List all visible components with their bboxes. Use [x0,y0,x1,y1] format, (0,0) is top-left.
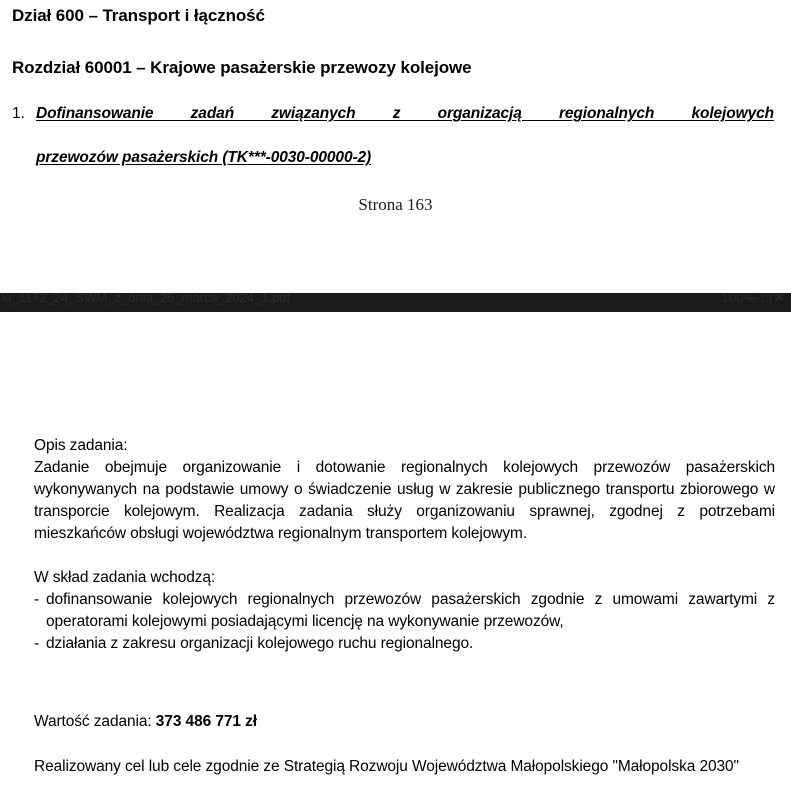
window-titlebar-band [0,293,791,312]
composition-list [34,589,775,655]
window-controls[interactable]: — □ ✕ [746,293,785,305]
bullet-dash-icon: - [34,591,40,608]
task-title-line-1: Dofinansowanie zadań związanych z organizacją regionalnych kolejowych [36,105,774,122]
description-label: Opis zadania: [34,437,128,454]
composition-label: W skład zadania wchodzą: [34,569,216,586]
task-value-label: Wartość zadania: [34,713,156,730]
task-value-line [34,711,775,733]
task-title-line-2: przewozów pasażerskich (TK***-0030-00000-2) [36,149,372,166]
section-heading-rozdzial: Rozdział 60001 – Krajowe pasażerskie przewozy kolejowe [12,58,472,77]
bullet-dash-icon: - [34,635,40,652]
description-paragraph: Zadanie obejmuje organizowanie i dotowanie regionalnych kolejowych przewozów pasażerskich wykonywanych na podstawie umowy o świadczenie usług w zakresie publicznego transportu zbiorowego w transporcie kolejowym. Realizacja zadania służy organizowaniu sprawnej, zgodnej z potrzebami mieszkańców obsługi województwa regionalnym transportem kolejowym. [34,459,775,542]
page-number-label: Strona 163 [358,195,433,214]
titlebar-zoom-level: 100% [721,293,755,305]
section-heading-dzial: Dział 600 – Transport i łączność [12,6,265,25]
list-item [34,633,775,655]
list-item [34,589,775,633]
list-item-text: działania z zakresu organizacji kolejowego ruchu regionalnego. [46,635,474,652]
task-number-marker: 1. [12,105,25,122]
task-title-text [36,103,774,169]
task-value-amount: 373 486 771 zł [155,713,257,730]
task-title-item [12,103,774,169]
strategic-goal-paragraph: Realizowany cel lub cele zgodnie ze Strategią Rozwoju Województwa Małopolskiego "Małopolska 2030" [34,758,739,775]
titlebar-filename: ki_1172_24_SWM_z_dnia_25_marca_2024_1.pdf [2,293,291,305]
list-item-text: dofinansowanie kolejowych regionalnych przewozów pasażerskich zgodnie z umowami zawartymi z operatorami kolejowymi posiadającymi licencję na wykonywanie przewozów, [46,591,775,630]
